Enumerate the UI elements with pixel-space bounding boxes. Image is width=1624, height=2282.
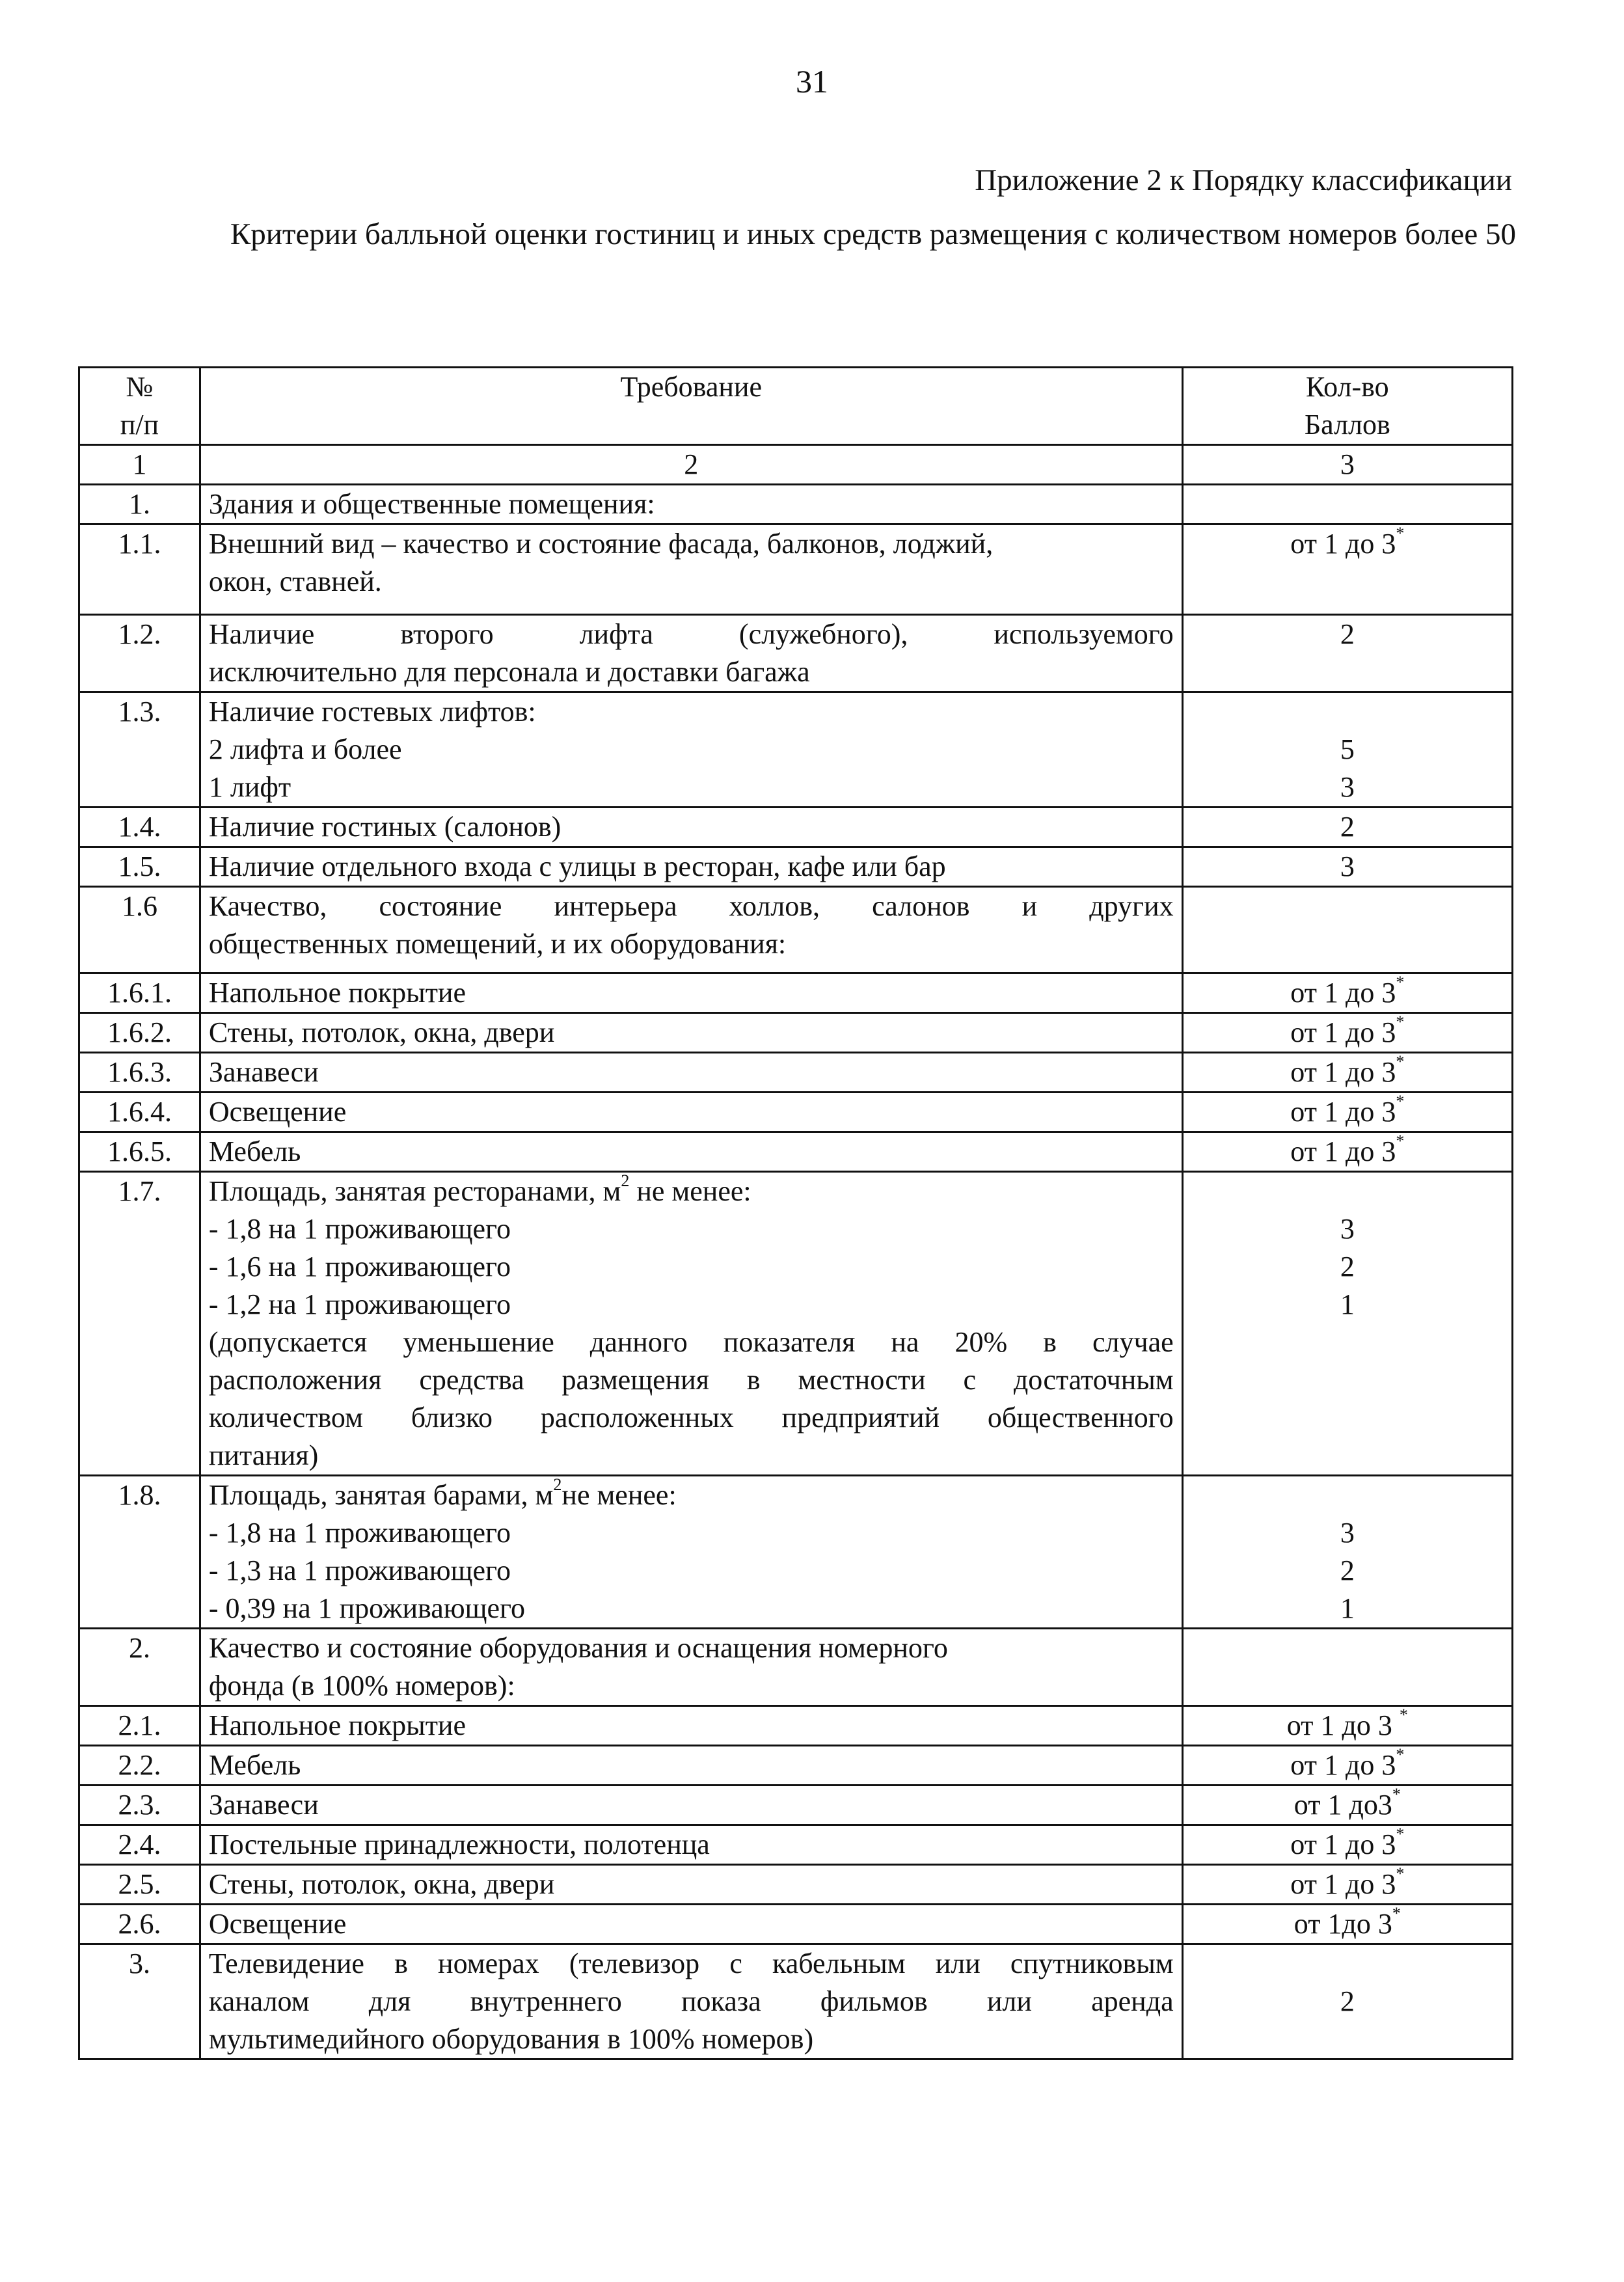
row-points: 3 xyxy=(1182,847,1512,887)
row-requirement: Площадь, занятая ресторанами, $м^2$ не менее: - 1,8 на 1 проживающего - 1,6 на 1 проживающего - 1,2 на 1 проживающего (допускается уменьшение данного показателя на 20% в случае расположения средства размещения в местности с достаточным количеством близко расположенных предприятий общественного питания) xyxy=(200,1172,1182,1476)
row-requirement: Качество, состояние интерьера холлов, салонов и других общественных помещений, и их оборудования: xyxy=(200,887,1182,973)
row-points: 2 xyxy=(1182,1944,1512,2059)
row-number: 3. xyxy=(79,1944,200,2059)
row-number: 1.6.1. xyxy=(79,973,200,1013)
row-number: 1.6.2. xyxy=(79,1013,200,1053)
row-points: от 1 до 3* xyxy=(1182,524,1512,615)
row-requirement: Напольное покрытие xyxy=(200,973,1182,1013)
row-number: 1.6.5. xyxy=(79,1132,200,1172)
header-points-cell: Кол-во Баллов xyxy=(1182,368,1512,445)
row-requirement: Качество и состояние оборудования и оснащения номерного фонда (в 100% номеров): xyxy=(200,1629,1182,1706)
page-number: 31 xyxy=(796,63,828,100)
row-number: 1.2. xyxy=(79,615,200,692)
row-points: от 1 до3* xyxy=(1182,1786,1512,1825)
row-points: от 1 до 3* xyxy=(1182,973,1512,1013)
row-number: 1.6 xyxy=(79,887,200,973)
row-number: 2.6. xyxy=(79,1905,200,1944)
table-row xyxy=(79,524,1513,615)
table-row xyxy=(79,1629,1513,1706)
table-row xyxy=(79,808,1513,847)
row-points: 5 3 xyxy=(1182,692,1512,808)
row-requirement: Наличие отдельного входа с улицы в ресторан, кафе или бар xyxy=(200,847,1182,887)
row-number: 2. xyxy=(79,1629,200,1706)
column-number: 3 xyxy=(1182,445,1512,485)
table-row xyxy=(79,1905,1513,1944)
row-requirement: Освещение xyxy=(200,1093,1182,1132)
table-row xyxy=(79,1476,1513,1629)
row-points: 2 xyxy=(1182,808,1512,847)
row-number: 2.5. xyxy=(79,1865,200,1905)
row-number: 1.1. xyxy=(79,524,200,615)
row-requirement: Напольное покрытие xyxy=(200,1706,1182,1746)
row-number: 1. xyxy=(79,485,200,524)
row-requirement: Здания и общественные помещения: xyxy=(200,485,1182,524)
row-requirement: Наличие гостиных (салонов) xyxy=(200,808,1182,847)
row-number: 2.1. xyxy=(79,1706,200,1746)
table-row xyxy=(79,1132,1513,1172)
row-points: от 1 до 3* xyxy=(1182,1093,1512,1132)
row-requirement: Наличие гостевых лифтов: 2 лифта и более 1 лифт xyxy=(200,692,1182,808)
table-row xyxy=(79,847,1513,887)
row-number: 2.4. xyxy=(79,1825,200,1865)
table-row xyxy=(79,1706,1513,1746)
row-requirement: Наличие второго лифта (служебного), используемого исключительно для персонала и доставки багажа xyxy=(200,615,1182,692)
header-requirement-cell: Требование xyxy=(200,368,1182,445)
row-requirement: Мебель xyxy=(200,1132,1182,1172)
row-points: от 1 до 3* xyxy=(1182,1825,1512,1865)
table-row xyxy=(79,1746,1513,1786)
row-number: 1.3. xyxy=(79,692,200,808)
table-row xyxy=(79,1944,1513,2059)
row-number: 2.3. xyxy=(79,1786,200,1825)
row-number: 1.8. xyxy=(79,1476,200,1629)
table-row xyxy=(79,887,1513,973)
row-points: от 1 до 3* xyxy=(1182,1865,1512,1905)
row-requirement: Стены, потолок, окна, двери xyxy=(200,1865,1182,1905)
row-points: 3 2 1 xyxy=(1182,1172,1512,1476)
table-row xyxy=(79,485,1513,524)
row-points xyxy=(1182,485,1512,524)
criteria-table xyxy=(78,366,1513,2060)
row-points xyxy=(1182,887,1512,973)
row-points xyxy=(1182,1629,1512,1706)
row-points: от 1 до 3 * xyxy=(1182,1706,1512,1746)
column-number: 2 xyxy=(200,445,1182,485)
row-requirement: Занавеси xyxy=(200,1786,1182,1825)
table-row xyxy=(79,1172,1513,1476)
column-number: 1 xyxy=(79,445,200,485)
row-requirement: Освещение xyxy=(200,1905,1182,1944)
row-points: 3 2 1 xyxy=(1182,1476,1512,1629)
row-requirement: Постельные принадлежности, полотенца xyxy=(200,1825,1182,1865)
row-requirement: Занавеси xyxy=(200,1053,1182,1093)
row-requirement: Площадь, занятая барами, $м^2не$ менее: - 1,8 на 1 проживающего - 1,3 на 1 проживающего - 0,39 на 1 проживающего xyxy=(200,1476,1182,1629)
row-number: 1.6.4. xyxy=(79,1093,200,1132)
table-header-row xyxy=(79,368,1513,445)
table-row xyxy=(79,615,1513,692)
row-number: 1.6.3. xyxy=(79,1053,200,1093)
document-title: Критерии балльной оценки гостиниц и иных средств размещения с количеством номеров более 50 xyxy=(230,217,1516,251)
table-row xyxy=(79,692,1513,808)
row-points: от 1 до 3* xyxy=(1182,1053,1512,1093)
row-requirement: Телевидение в номерах (телевизор с кабельным или спутниковым каналом для внутреннего показа фильмов или аренда мультимедийного оборудования в 100% номеров) xyxy=(200,1944,1182,2059)
table-row xyxy=(79,1825,1513,1865)
table-row xyxy=(79,1786,1513,1825)
table-row xyxy=(79,973,1513,1013)
row-number: 2.2. xyxy=(79,1746,200,1786)
row-points: 2 xyxy=(1182,615,1512,692)
row-number: 1.5. xyxy=(79,847,200,887)
table-row xyxy=(79,1053,1513,1093)
column-number-row xyxy=(79,445,1513,485)
row-number: 1.4. xyxy=(79,808,200,847)
row-number: 1.7. xyxy=(79,1172,200,1476)
row-points: от 1 до 3* xyxy=(1182,1746,1512,1786)
appendix-caption: Приложение 2 к Порядку классификации xyxy=(975,163,1512,197)
table-row xyxy=(79,1093,1513,1132)
row-requirement: Внешний вид – качество и состояние фасада, балконов, лоджий, окон, ставней. xyxy=(200,524,1182,615)
table-row xyxy=(79,1013,1513,1053)
row-points: от 1 до 3* xyxy=(1182,1013,1512,1053)
row-requirement: Стены, потолок, окна, двери xyxy=(200,1013,1182,1053)
header-num-cell: № п/п xyxy=(79,368,200,445)
table-row xyxy=(79,1865,1513,1905)
row-requirement: Мебель xyxy=(200,1746,1182,1786)
row-points: от 1до 3* xyxy=(1182,1905,1512,1944)
row-points: от 1 до 3* xyxy=(1182,1132,1512,1172)
